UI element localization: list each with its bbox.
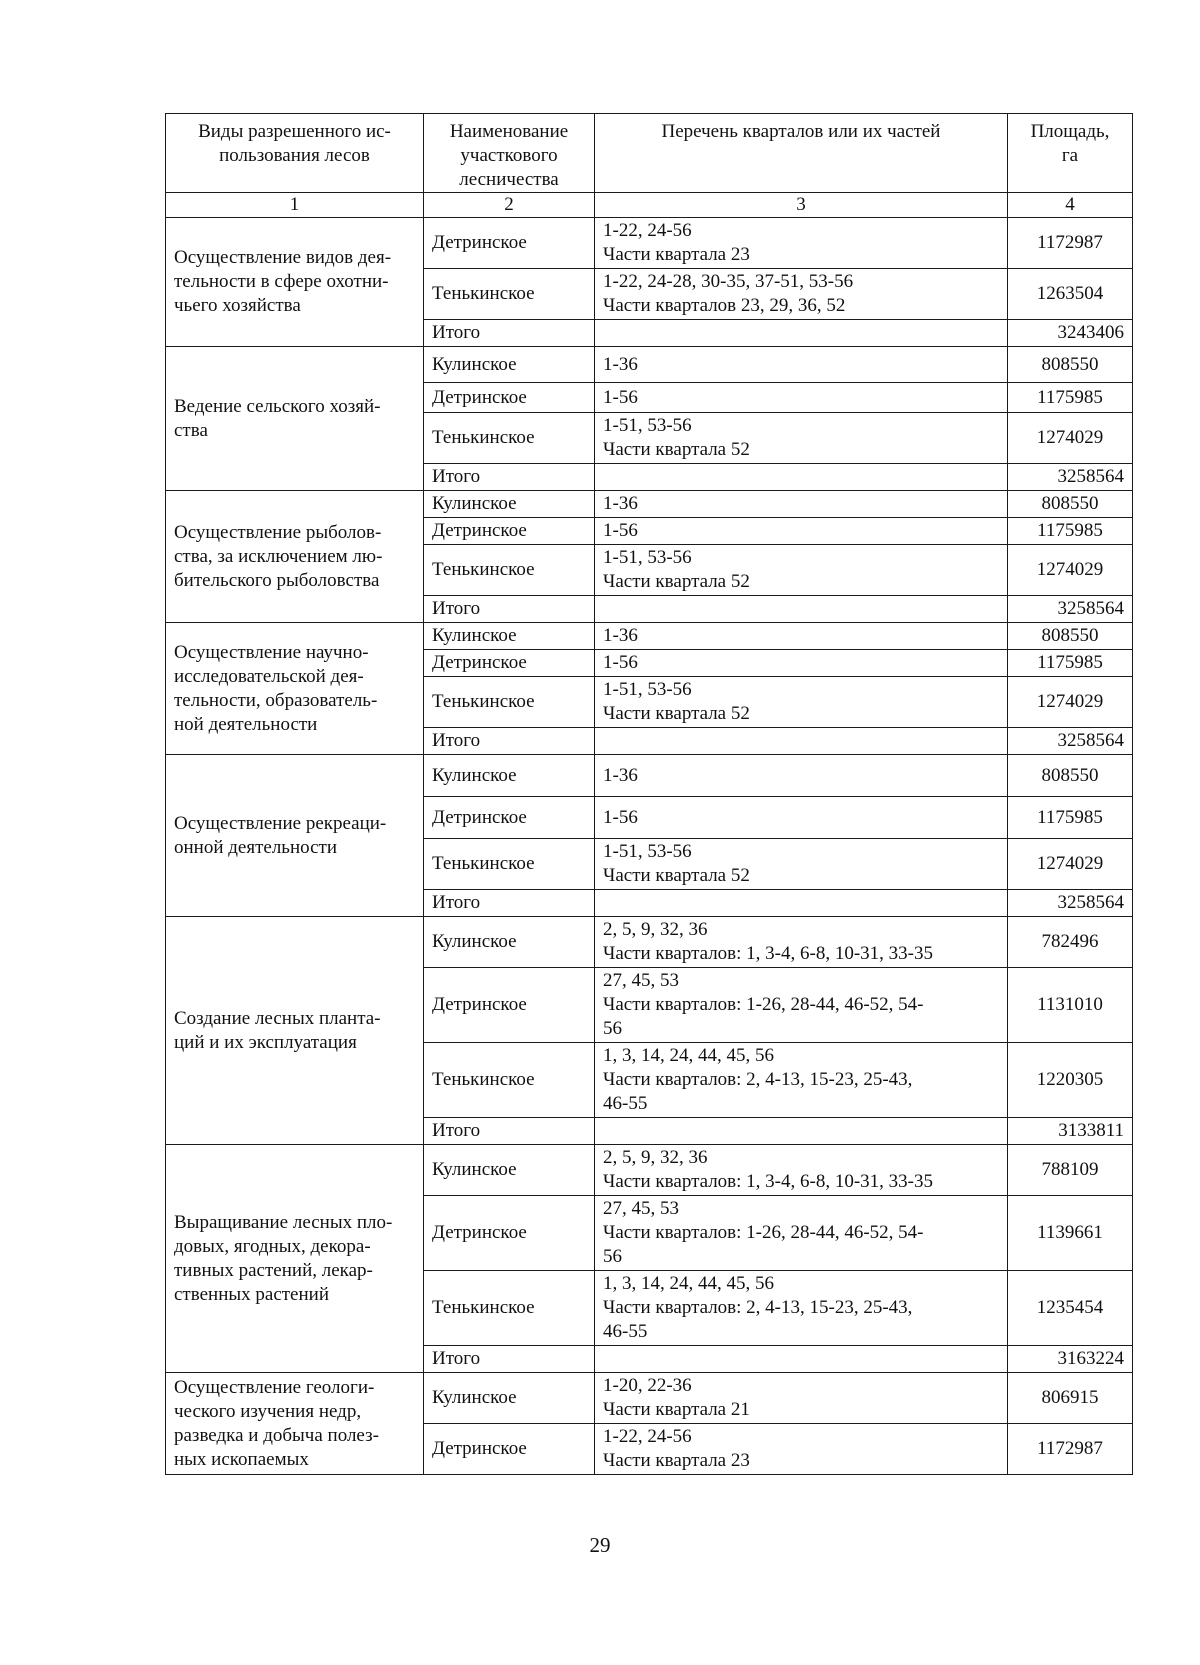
use-type-line: ства, за исключением лю- xyxy=(174,545,383,567)
use-type-line: ций и их эксплуатация xyxy=(174,1031,357,1053)
quarters-line: Части кварталов: 1, 3-4, 6-8, 10-31, 33-35 xyxy=(603,1171,933,1192)
total-value: 3163224 xyxy=(1008,1346,1133,1373)
total-value: 3258564 xyxy=(1008,728,1133,755)
area-cell: 808550 xyxy=(1008,755,1133,797)
table-row xyxy=(166,347,1133,383)
quarters-cell xyxy=(595,347,1008,383)
forestry-name-cell: Детринское xyxy=(424,968,595,1043)
total-value: 3258564 xyxy=(1008,464,1133,491)
forest-use-table xyxy=(165,113,1133,1475)
use-type-cell xyxy=(166,1373,424,1475)
quarters-line: 46-55 xyxy=(603,1093,648,1114)
quarters-line: 1-36 xyxy=(603,493,638,514)
quarters-line: 2, 5, 9, 32, 36 xyxy=(603,919,708,940)
quarters-cell xyxy=(595,755,1008,797)
header-forestry-name xyxy=(424,114,595,193)
quarters-line: 1-51, 53-56 xyxy=(603,841,692,862)
forestry-name-cell: Тенькинское xyxy=(424,1271,595,1346)
total-value: 3258564 xyxy=(1008,596,1133,623)
use-type-line: разведка и добыча полез- xyxy=(174,1424,379,1446)
quarters-cell xyxy=(595,1196,1008,1271)
quarters-line: Части квартала 23 xyxy=(603,1450,750,1471)
header-text-line: пользования лесов xyxy=(219,145,370,166)
forestry-name-cell: Детринское xyxy=(424,383,595,413)
use-type-line: ческого изучения недр, xyxy=(174,1400,362,1422)
use-type-cell xyxy=(166,917,424,1145)
total-value: 3243406 xyxy=(1008,320,1133,347)
use-type-line: онной деятельности xyxy=(174,836,338,858)
use-type-line: ственных растений xyxy=(174,1283,329,1305)
quarters-line: Части кварталов 23, 29, 36, 52 xyxy=(603,295,846,316)
quarters-cell xyxy=(595,623,1008,650)
quarters-line: 1-51, 53-56 xyxy=(603,415,692,436)
table-row xyxy=(166,623,1133,650)
header-use-types xyxy=(166,114,424,193)
quarters-line: 2, 5, 9, 32, 36 xyxy=(603,1147,708,1168)
column-number-row xyxy=(166,193,1133,218)
table-row xyxy=(166,755,1133,797)
quarters-cell xyxy=(595,968,1008,1043)
area-cell: 1175985 xyxy=(1008,383,1133,413)
use-type-line: Ведение сельского хозяй- xyxy=(174,395,381,417)
total-label: Итого xyxy=(424,890,595,917)
quarters-line: Части квартала 52 xyxy=(603,703,750,724)
forestry-name-cell: Кулинское xyxy=(424,755,595,797)
quarters-line: 1-56 xyxy=(603,806,638,828)
quarters-line: Части кварталов: 2, 4-13, 15-23, 25-43, xyxy=(603,1069,913,1090)
use-type-cell xyxy=(166,347,424,491)
area-cell: 1139661 xyxy=(1008,1196,1133,1271)
quarters-cell xyxy=(595,269,1008,320)
area-cell: 1175985 xyxy=(1008,650,1133,677)
quarters-line: 1, 3, 14, 24, 44, 45, 56 xyxy=(603,1045,774,1066)
quarters-cell xyxy=(595,650,1008,677)
use-type-cell xyxy=(166,218,424,347)
use-type-cell xyxy=(166,491,424,623)
quarters-cell xyxy=(595,1424,1008,1475)
area-cell: 1220305 xyxy=(1008,1043,1133,1118)
area-cell: 788109 xyxy=(1008,1145,1133,1196)
quarters-line: 1-22, 24-28, 30-35, 37-51, 53-56 xyxy=(603,271,854,292)
quarters-cell xyxy=(595,839,1008,890)
area-cell: 808550 xyxy=(1008,491,1133,518)
forestry-name-cell: Кулинское xyxy=(424,1145,595,1196)
use-type-line: ной деятельности xyxy=(174,713,318,735)
use-type-line: тельности в сфере охотни- xyxy=(174,271,389,292)
table-row xyxy=(166,917,1133,968)
quarters-cell xyxy=(595,1043,1008,1118)
use-type-line: Осуществление рекреаци- xyxy=(174,812,387,834)
use-type-line: Осуществление рыболов- xyxy=(174,521,382,543)
area-cell: 1172987 xyxy=(1008,1424,1133,1475)
total-label: Итого xyxy=(424,464,595,491)
quarters-line: 1-36 xyxy=(603,625,638,646)
use-type-line: Осуществление видов дея- xyxy=(174,247,392,268)
total-label: Итого xyxy=(424,320,595,347)
forestry-name-cell: Кулинское xyxy=(424,491,595,518)
use-type-line: чьего хозяйства xyxy=(174,295,301,316)
area-cell: 1235454 xyxy=(1008,1271,1133,1346)
quarters-cell xyxy=(595,1271,1008,1346)
quarters-line: 1-56 xyxy=(603,520,638,541)
quarters-cell xyxy=(595,518,1008,545)
header-text-line: Площадь, xyxy=(1030,121,1110,142)
use-type-line: бительского рыболовства xyxy=(174,569,380,591)
quarters-line: Части кварталов: 1-26, 28-44, 46-52, 54- xyxy=(603,1222,924,1243)
forestry-name-cell: Детринское xyxy=(424,797,595,839)
quarters-line: 1-36 xyxy=(603,353,638,375)
forestry-name-cell: Кулинское xyxy=(424,623,595,650)
quarters-cell xyxy=(595,1145,1008,1196)
forestry-name-cell: Тенькинское xyxy=(424,1043,595,1118)
quarters-line: Части квартала 23 xyxy=(603,244,750,265)
quarters-cell xyxy=(595,1373,1008,1424)
quarters-line: Части квартала 21 xyxy=(603,1399,750,1420)
forestry-name-cell: Тенькинское xyxy=(424,677,595,728)
quarters-line: Части кварталов: 2, 4-13, 15-23, 25-43, xyxy=(603,1297,913,1318)
use-type-line: Создание лесных планта- xyxy=(174,1007,381,1029)
forestry-name-cell: Тенькинское xyxy=(424,413,595,464)
quarters-line: Части кварталов: 1-26, 28-44, 46-52, 54- xyxy=(603,994,924,1015)
quarters-line: 1-51, 53-56 xyxy=(603,679,692,700)
quarters-line: Части квартала 52 xyxy=(603,439,750,460)
total-value: 3258564 xyxy=(1008,890,1133,917)
quarters-cell xyxy=(595,545,1008,596)
quarters-line: 1-56 xyxy=(603,386,638,408)
quarters-cell xyxy=(595,218,1008,269)
quarters-line: Части квартала 52 xyxy=(603,571,750,592)
use-type-line: тивных растений, лекар- xyxy=(174,1259,373,1281)
forestry-name-cell: Тенькинское xyxy=(424,269,595,320)
use-type-cell xyxy=(166,623,424,755)
quarters-cell xyxy=(595,797,1008,839)
quarters-line: Части квартала 52 xyxy=(603,865,750,886)
area-cell: 1274029 xyxy=(1008,839,1133,890)
header-text-line: Наименование xyxy=(449,121,569,142)
use-type-line: исследовательской дея- xyxy=(174,665,364,687)
header-text-line: Виды разрешенного ис- xyxy=(198,121,391,142)
forestry-name-cell: Тенькинское xyxy=(424,545,595,596)
quarters-cell xyxy=(595,383,1008,413)
area-cell: 782496 xyxy=(1008,917,1133,968)
area-cell: 1274029 xyxy=(1008,545,1133,596)
quarters-line: 27, 45, 53 xyxy=(603,970,679,991)
quarters-line: 1, 3, 14, 24, 44, 45, 56 xyxy=(603,1273,774,1294)
header-quarters-list xyxy=(595,114,1008,193)
header-text-line: участкового xyxy=(460,145,558,166)
use-type-line: тельности, образователь- xyxy=(174,689,378,711)
forestry-name-cell: Детринское xyxy=(424,518,595,545)
area-cell: 806915 xyxy=(1008,1373,1133,1424)
quarters-cell xyxy=(595,491,1008,518)
forestry-name-cell: Детринское xyxy=(424,218,595,269)
forestry-name-cell: Кулинское xyxy=(424,917,595,968)
table-header-row xyxy=(166,114,1133,193)
use-type-cell xyxy=(166,1145,424,1373)
total-empty xyxy=(595,728,1008,755)
quarters-line: 1-22, 24-56 xyxy=(603,1426,692,1447)
area-cell: 1263504 xyxy=(1008,269,1133,320)
use-type-line: ства xyxy=(174,419,208,441)
total-label: Итого xyxy=(424,1118,595,1145)
total-empty xyxy=(595,320,1008,347)
table-row xyxy=(166,1373,1133,1424)
quarters-line: 27, 45, 53 xyxy=(603,1198,679,1219)
table-row xyxy=(166,218,1133,269)
use-type-line: Осуществление научно- xyxy=(174,641,369,663)
area-cell: 808550 xyxy=(1008,347,1133,383)
quarters-line: 1-20, 22-36 xyxy=(603,1375,692,1396)
column-number: 1 xyxy=(166,193,424,218)
forestry-name-cell: Детринское xyxy=(424,1424,595,1475)
forestry-name-cell: Кулинское xyxy=(424,347,595,383)
total-empty xyxy=(595,464,1008,491)
quarters-line: 56 xyxy=(603,1018,622,1039)
area-cell: 1274029 xyxy=(1008,413,1133,464)
forestry-name-cell: Тенькинское xyxy=(424,839,595,890)
quarters-line: 1-36 xyxy=(603,764,638,786)
use-type-line: Выращивание лесных пло- xyxy=(174,1211,393,1233)
total-empty xyxy=(595,1118,1008,1145)
header-area xyxy=(1008,114,1133,193)
area-cell: 1274029 xyxy=(1008,677,1133,728)
total-label: Итого xyxy=(424,728,595,755)
forestry-name-cell: Детринское xyxy=(424,1196,595,1271)
area-cell: 1175985 xyxy=(1008,518,1133,545)
quarters-cell xyxy=(595,677,1008,728)
header-text-line: лесничества xyxy=(459,169,559,190)
total-empty xyxy=(595,596,1008,623)
header-text-line: Перечень кварталов или их частей xyxy=(661,121,941,142)
column-number: 3 xyxy=(595,193,1008,218)
use-type-line: довых, ягодных, декора- xyxy=(174,1235,371,1257)
total-label: Итого xyxy=(424,1346,595,1373)
forestry-name-cell: Кулинское xyxy=(424,1373,595,1424)
area-cell: 808550 xyxy=(1008,623,1133,650)
quarters-cell xyxy=(595,413,1008,464)
forestry-name-cell: Детринское xyxy=(424,650,595,677)
quarters-line: 1-56 xyxy=(603,652,638,673)
total-value: 3133811 xyxy=(1008,1118,1133,1145)
area-cell: 1175985 xyxy=(1008,797,1133,839)
page-number: 29 xyxy=(589,1533,611,1557)
total-label: Итого xyxy=(424,596,595,623)
quarters-cell xyxy=(595,917,1008,968)
quarters-line: 46-55 xyxy=(603,1321,648,1342)
use-type-line: ных ископаемых xyxy=(174,1448,309,1470)
area-cell: 1131010 xyxy=(1008,968,1133,1043)
table-row xyxy=(166,1145,1133,1196)
quarters-line: 1-51, 53-56 xyxy=(603,547,692,568)
table-row xyxy=(166,491,1133,518)
quarters-line: 1-22, 24-56 xyxy=(603,220,692,241)
use-type-cell xyxy=(166,755,424,917)
quarters-line: 56 xyxy=(603,1246,622,1267)
total-empty xyxy=(595,890,1008,917)
quarters-line: Части кварталов: 1, 3-4, 6-8, 10-31, 33-35 xyxy=(603,943,933,964)
use-type-line: Осуществление геологи- xyxy=(174,1376,375,1398)
column-number: 2 xyxy=(424,193,595,218)
total-empty xyxy=(595,1346,1008,1373)
area-cell: 1172987 xyxy=(1008,218,1133,269)
column-number: 4 xyxy=(1008,193,1133,218)
header-text-line: га xyxy=(1061,145,1079,166)
